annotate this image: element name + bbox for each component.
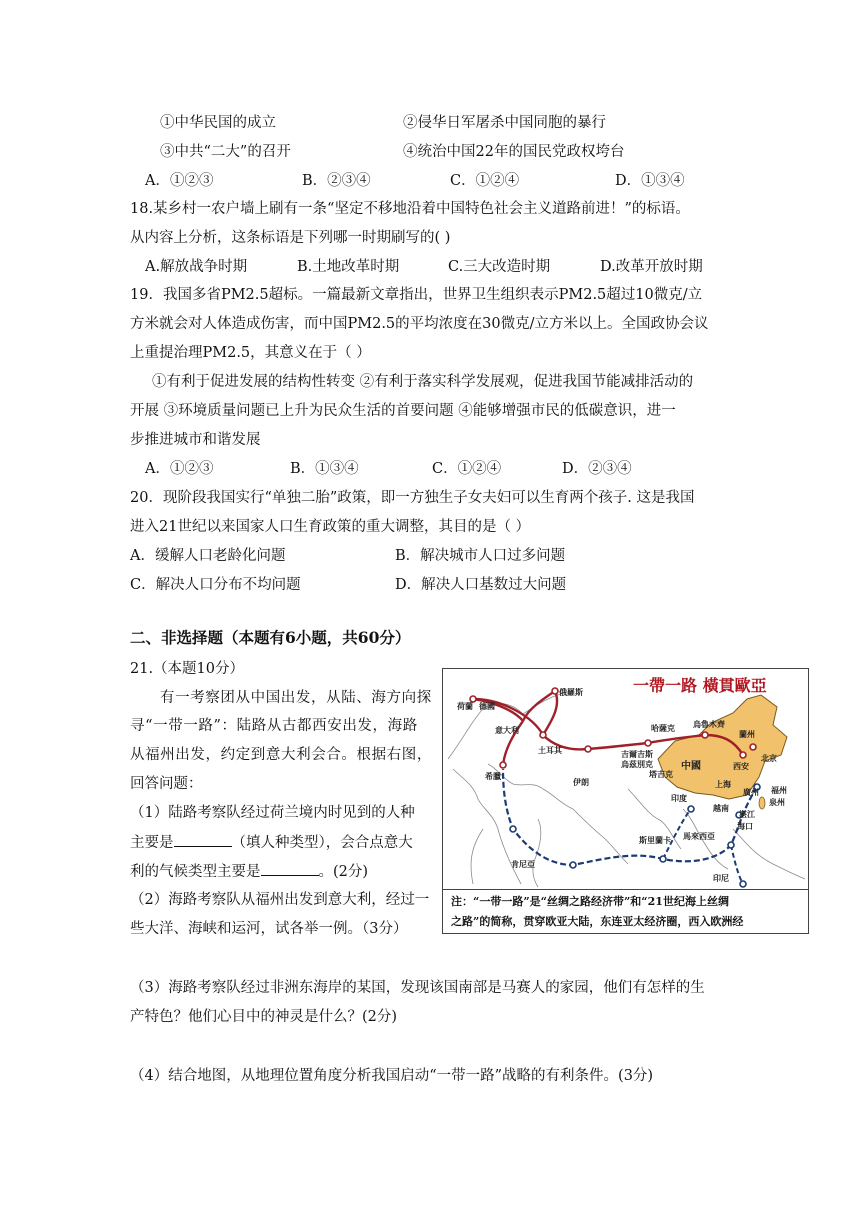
label-kazakh: 哈薩克 — [651, 724, 675, 733]
q21-part1-text-d: 。(2分) — [318, 864, 369, 880]
q19-stem-line2: 方米就会对人体造成伤害，而中国PM2.5的平均浓度在30微克/立方米以上。全国政协会议 — [130, 316, 709, 332]
label-haikou: 海口 — [737, 822, 753, 831]
label-quanzhou: 泉州 — [769, 798, 785, 807]
label-russia: 俄羅斯 — [559, 688, 583, 697]
label-iran: 伊朗 — [573, 778, 589, 787]
label-shanghai: 上海 — [715, 780, 731, 789]
label-germany: 德國 — [479, 702, 495, 711]
q20-stem-line2: 进入21世纪以来国家人口生育政策的重大调整，其目的是（ ） — [130, 519, 531, 535]
q18-stem-line1: 18.某乡村一农户墙上刷有一条“坚定不移地沿着中国特色社会主义道路前进！”的标语。 — [130, 201, 690, 217]
label-lanzhou: 蘭州 — [739, 730, 755, 739]
q17-option-c: C．①②④ — [450, 173, 520, 189]
label-urumqi: 烏魯木齊 — [693, 720, 725, 729]
q19-items-line1: ①有利于促进发展的结构性转变 ②有利于落实科学发展观，促进我国节能减排活动的 — [152, 374, 694, 390]
q21-header: 21.（本题10分） — [130, 661, 245, 677]
q21-part1-line3 — [130, 861, 368, 882]
label-kenya: 肯尼亞 — [511, 860, 535, 869]
q21-part1-text-b: （填人种类型），会合点意大 — [231, 835, 413, 851]
q18-option-c: C.三大改造时期 — [448, 259, 551, 275]
label-uzbek: 烏茲別克 — [621, 760, 653, 769]
q19-option-c: C．①②④ — [432, 461, 502, 477]
q19-items-line3: 步推进城市和谐发展 — [130, 432, 261, 448]
q17-option-a: A．①②③ — [145, 173, 214, 189]
q19-option-a: A．①②③ — [145, 461, 214, 477]
q17-option-d: D．①③④ — [615, 173, 685, 189]
label-netherlands: 荷蘭 — [457, 702, 473, 711]
q17-item-1: ①中华民国的成立 — [160, 115, 276, 131]
q21-intro-line1: 有一考察团从中国出发，从陆、海方向探 — [160, 690, 432, 706]
q21-intro-line4: 回答问题： — [130, 776, 203, 792]
q21-part3-line2: 产特色？他们心目中的神灵是什么？(2分) — [130, 1009, 398, 1025]
race-answer-blank[interactable] — [174, 832, 232, 847]
label-kyrgyz: 吉爾吉斯 — [621, 750, 653, 759]
q18-option-b: B.土地改革时期 — [297, 259, 400, 275]
q21-intro-line2: 寻“一带一路”：陆路从古都西安出发，海路 — [130, 718, 418, 734]
map-svg — [443, 669, 808, 889]
label-turkey: 土耳其 — [538, 746, 562, 755]
label-xian: 西安 — [733, 762, 749, 771]
q21-part2-line2: 些大洋、海峡和运河，试各举一例。（3分） — [130, 921, 408, 937]
q20-option-d: D．解决人口基数过大问题 — [395, 577, 567, 593]
q21-part3-line1: （3）海路考察队经过非洲东海岸的某国，发现该国南部是马赛人的家园，他们有怎样的生 — [130, 980, 705, 996]
q18-option-d: D.改革开放时期 — [600, 259, 703, 275]
q19-items-line2: 开展 ③环境质量问题已上升为民众生活的首要问题 ④能够增强市民的低碳意识，进一 — [130, 403, 676, 419]
q21-part1-text-c: 利的气候类型主要是 — [130, 864, 261, 880]
q21-part1-text-a: 主要是 — [130, 835, 174, 851]
label-malaysia: 馬來西亞 — [683, 832, 715, 841]
q18-option-a: A.解放战争时期 — [145, 259, 248, 275]
q17-item-2: ②侵华日军屠杀中国同胞的暴行 — [403, 115, 606, 131]
q18-stem-line2: 从内容上分析，这条标语是下列哪一时期刷写的( ) — [130, 230, 451, 246]
climate-answer-blank[interactable] — [261, 861, 319, 876]
q21-intro-line3: 从福州出发，约定到意大利会合。根据右图， — [130, 747, 432, 763]
q21-part1-line2 — [130, 832, 413, 853]
q19-stem-line3: 上重提治理PM2.5，其意义在于（ ） — [130, 345, 371, 361]
map-title: 一帶一路 橫貫歐亞 — [633, 676, 767, 695]
map-note — [443, 889, 808, 934]
label-zhanjiang: 湛江 — [739, 810, 755, 819]
q19-stem-line1: 19．我国多省PM2.5超标。一篇最新文章指出，世界卫生组织表示PM2.5超过10微克/立 — [130, 287, 703, 303]
q21-part4: （4）结合地图，从地理位置角度分析我国启动“一带一路”战略的有利条件。(3分) — [130, 1068, 654, 1084]
label-italy: 意大利 — [495, 726, 519, 735]
label-china: 中國 — [681, 761, 701, 772]
map-note-line1: 注：“一带一路”是“丝绸之路经济带”和“21世纪海上丝绸 — [451, 895, 729, 908]
q20-option-b: B．解决城市人口过多问题 — [395, 548, 566, 564]
label-tajik: 塔吉克 — [649, 770, 673, 779]
label-beijing: 北京 — [761, 754, 777, 763]
map-note-line2: 之路”的简称，贯穿欧亚大陆，东连亚太经济圈，西入欧洲经 — [451, 915, 744, 928]
section-2-title: 二、非选择题（本题有6小题，共60分） — [130, 628, 411, 647]
label-hanoi: 越南 — [713, 804, 729, 813]
q19-option-d: D．②③④ — [562, 461, 632, 477]
q17-option-b: B．②③④ — [302, 173, 371, 189]
label-srilanka: 斯里蘭卡 — [639, 836, 671, 845]
label-india: 印度 — [671, 794, 687, 803]
q20-stem-line1: 20．现阶段我国实行“单独二胎”政策，即一方独生子女夫妇可以生育两个孩子. 这是我国 — [130, 490, 695, 506]
label-indonesia: 印尼 — [713, 874, 729, 883]
q17-item-3: ③中共“二大”的召开 — [160, 144, 291, 160]
belt-and-road-map — [442, 668, 809, 934]
q20-option-a: A．缓解人口老龄化问题 — [130, 548, 286, 564]
q21-part2-line1: （2）海路考察队从福州出发到意大利，经过一 — [130, 892, 430, 908]
q20-option-c: C．解决人口分布不均问题 — [130, 577, 301, 593]
q21-part1-line1: （1）陆路考察队经过荷兰境内时见到的人种 — [130, 805, 415, 821]
label-greece: 希臘 — [485, 772, 501, 781]
q19-option-b: B．①③④ — [290, 461, 359, 477]
q17-item-4: ④统治中国22年的国民党政权垮台 — [403, 144, 625, 160]
label-fuzhou: 福州 — [771, 786, 787, 795]
label-guangzhou: 廣州 — [743, 788, 759, 797]
